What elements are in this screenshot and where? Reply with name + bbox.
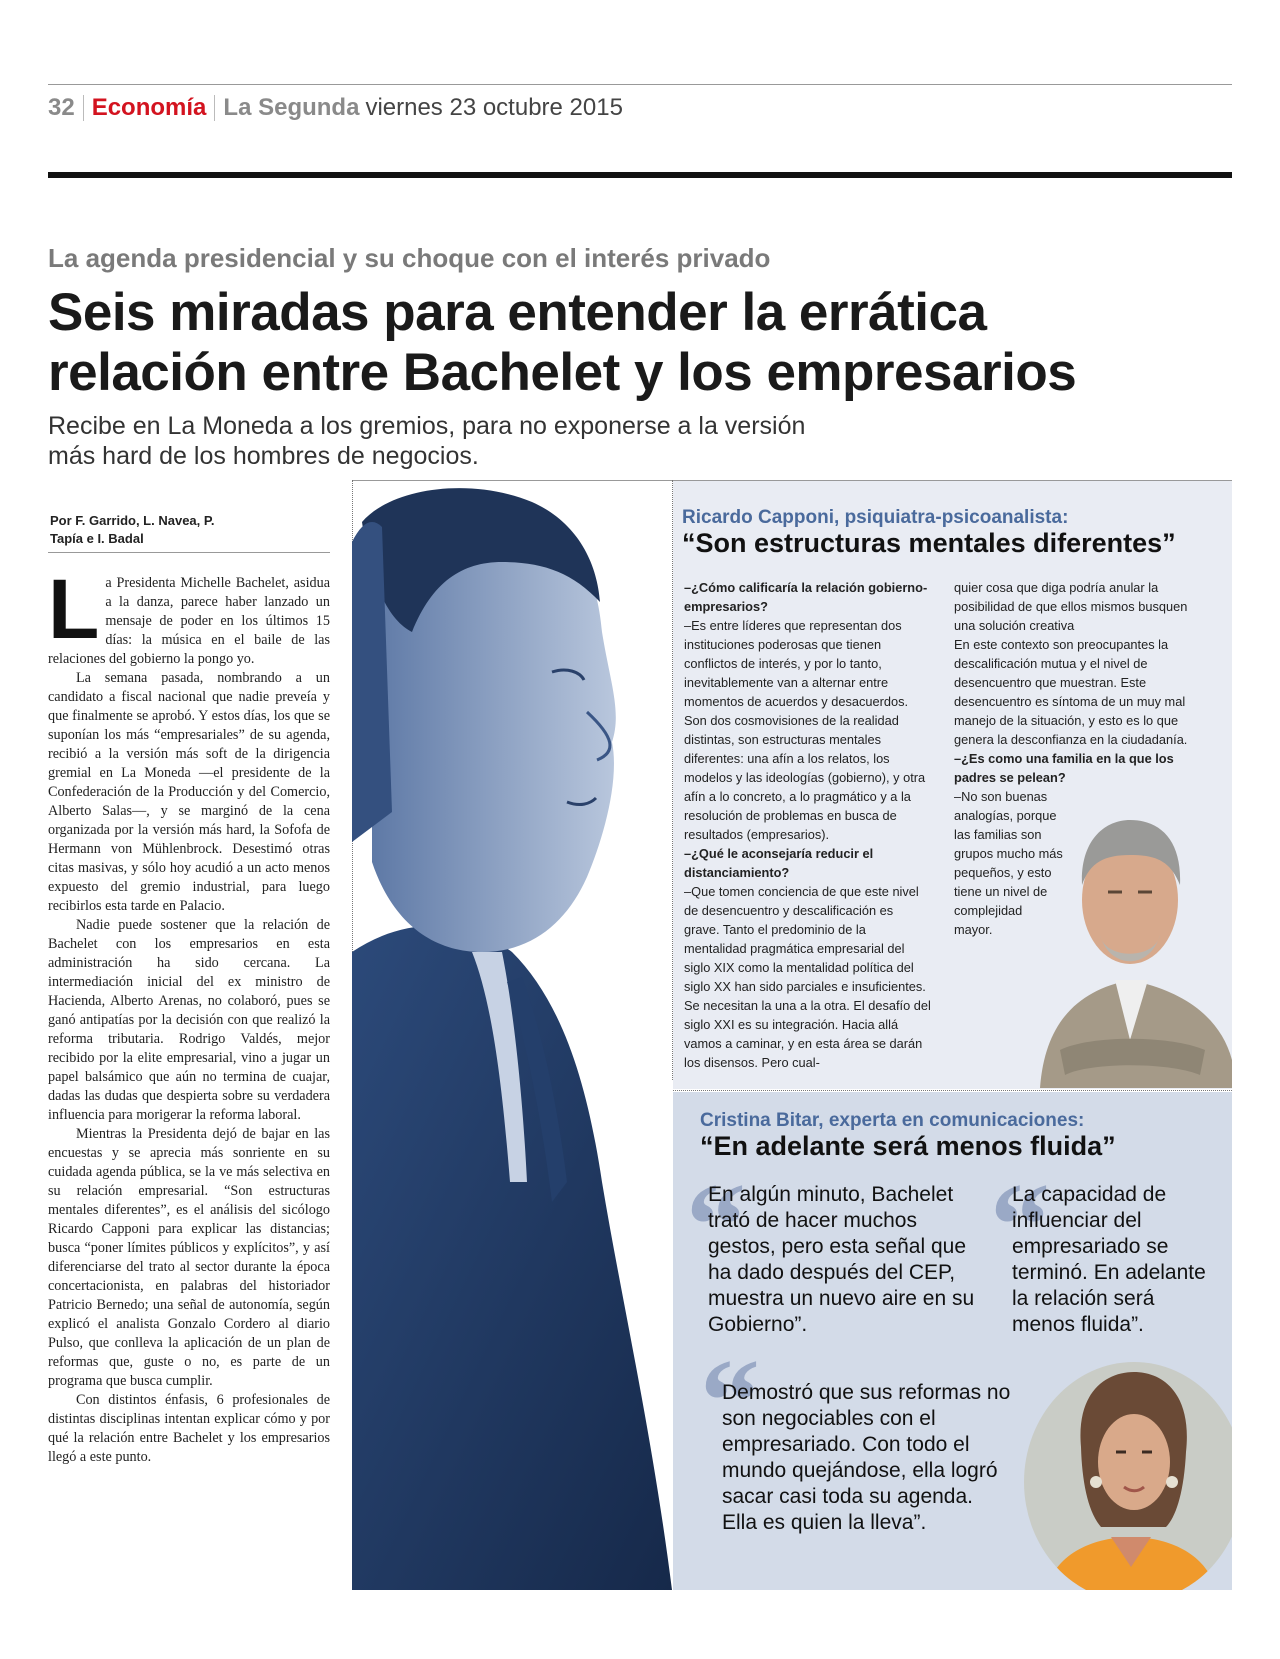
businessman-portrait-photo xyxy=(352,482,672,1590)
header-bar xyxy=(48,172,1232,178)
interviewee-name: Ricardo Capponi, psiquiatra-psicoanalista: xyxy=(682,507,1069,528)
interview-column xyxy=(684,578,932,1072)
article-headline xyxy=(48,283,1232,403)
body-paragraph: Con distintos énfasis, 6 profesionales de distintas disciplinas intentan explicar cómo y por qué la relación entre Bachelet y los empresarios llegó a este punto. xyxy=(48,1392,330,1465)
pull-quote: La capacidad de influenciar del empresariado se terminó. En adelante la relación será menos fluida”. xyxy=(1012,1183,1206,1336)
quote-mark-icon: “ xyxy=(990,1158,1050,1291)
section-name: Economía xyxy=(91,94,207,121)
article-kicker: La agenda presidencial y su choque con el interés privado xyxy=(48,243,771,273)
interview-answer: En este contexto son preocupantes la descalificación mutua y el nivel de desencuentro que muestran. Este desencuentro es síntoma de un muy mal manejo de la situación, y esto es lo que genera la desconfianza en la ciudadanía. xyxy=(954,637,1188,747)
body-paragraph: Nadie puede sostener que la relación de Bachelet con los empresarios en esta administración ha sido cercana. La intermediación inicial del ex ministro de Hacienda, Alberto Arenas, no colaboró, pues se ganó antipatías por la decisión con que realizó la reforma tributaria. Rodrigo Valdés, mejor recibido por la elite empresarial, vino a jugar un papel balsámico que aún no termina de cuajar, dadas las dudas que despierta sobre su verdadera influencia para morigerar la reforma laboral. xyxy=(48,917,330,1123)
page-number: 32 xyxy=(48,94,75,121)
deck-line: más hard de los hombres de negocios. xyxy=(48,442,479,470)
pull-quote: Demostró que sus reformas no son negociables con el empresariado. Con todo el mundo quejándose, ella logró sacar casi toda su agenda. Ella es quien la lleva”. xyxy=(722,1381,1011,1534)
interview-answer: –Que tomen conciencia de que este nivel de desencuentro y descalificación es grave. Tanto el predominio de la mentalidad pragmática empresarial del siglo XIX como la mentalidad política del siglo XX han sido parciales e insuficientes. Se necesitan la una a la otra. El desafío del siglo XXI es su integración. Hacia allá vamos a caminar, y en esta área se darán los disensos. Pero cual- xyxy=(684,884,931,1070)
headline-line: relación entre Bachelet y los empresarios xyxy=(48,343,1077,402)
byline-rule xyxy=(48,552,330,553)
quote-mark-icon: “ xyxy=(686,1158,746,1291)
deck-line: Recibe en La Moneda a los gremios, para no exponerse a la versión xyxy=(48,412,806,440)
body-paragraph: Mientras la Presidenta dejó de bajar en las encuestas y se aprecia más sonriente en su cuidada agenda pública, se la ve más selectiva en su relación empresarial. “Son estructuras mentales diferentes”, es el análisis del sicólogo Ricardo Capponi para explicar las distancias; busca “poner límites públicos y explícitos”, y así diferenciarse del trato al sector durante la época concertacionista, en palabras del historiador Patricio Bernedo; una señal de autonomía, según explicó el analista Gonzalo Cordero al diario Pulso, que conlleva la aplicación de un plan de reformas que, guste o no, es parte de un programa que busca cumplir. xyxy=(48,1126,330,1389)
interview-question: –¿Qué le aconsejaría reducir el distanciamiento? xyxy=(684,846,874,880)
byline xyxy=(50,512,330,548)
interview-question: –¿Cómo calificaría la relación gobierno-empresarios? xyxy=(684,580,928,614)
body-paragraph xyxy=(48,562,330,669)
masthead-divider xyxy=(214,95,215,121)
body-paragraph: La semana pasada, nombrando a un candidato a fiscal nacional que nadie preveía y que finalmente se aprobó. Y estos días, los que se suponían los más “empresariales” de su agenda, recibió a la versión más soft de la dirigencia gremial en La Moneda —el presidente de la Confederación de la Producción y del Comercio, Alberto Salas—, y se marginó de la cena organizada por la versión más hard, la Sofofa de Hermann von Mühlenbrock. Desestimó otras citas masivas, y sólo hoy acudió a un acto menos expuesto del gremio industrial, para luego recibirlos esta tarde en Palacio. xyxy=(48,670,330,914)
masthead xyxy=(48,90,623,126)
top-rule xyxy=(48,84,1232,85)
box-divider xyxy=(673,1090,1232,1091)
quote-mark-icon: “ xyxy=(700,1334,760,1467)
interviewee-name: Cristina Bitar, experta en comunicaciones: xyxy=(700,1110,1085,1131)
interview-answer: –No son buenas analogías, porque las familias son grupos mucho más pequeños, y esto tiene un nivel de complejidad mayor. xyxy=(954,789,1063,937)
publication-name: La Segunda xyxy=(223,94,360,121)
interview-question: –¿Es como una familia en la que los padres se pelean? xyxy=(954,751,1174,785)
byline-line: Por F. Garrido, L. Navea, P. xyxy=(50,513,215,528)
headline-line: Seis miradas para entender la errática xyxy=(48,283,987,342)
article-deck xyxy=(48,411,928,471)
interview-headline-quote: “Son estructuras mentales diferentes” xyxy=(682,528,1176,558)
interview-answer: –Es entre líderes que representan dos instituciones poderosas que tienen conflictos de interés, y por lo tanto, inevitablemente van a alternar entre momentos de acuerdos y desacuerdos. Son dos cosmovisiones de la realidad distintas, son estructuras mentales diferentes: una afín a los relatos, los modelos y las ideologías (gobierno), y otra afín a lo concreto, a lo pragmático y a la resolución de problemas en busca de resultados (empresarios). xyxy=(684,618,926,842)
drop-cap: L xyxy=(48,562,100,656)
interview-answer: quier cosa que diga podría anular la posibilidad de que ellos mismos busquen una solución creativa xyxy=(954,580,1188,633)
article-body xyxy=(48,562,330,1467)
paragraph-text: a Presidenta Michelle Bachelet, asidua a la danza, parece haber lanzado un mensaje de poder en los últimos 15 días: la música en el baile de las relaciones del gobierno la pongo yo. xyxy=(48,575,330,667)
bitar-portrait-photo xyxy=(1016,1352,1232,1590)
byline-line: Tapía e I. Badal xyxy=(50,531,144,546)
pull-quote: En algún minuto, Bachelet trató de hacer muchos gestos, pero esta señal que ha dado después del CEP, muestra un nuevo aire en su Gobierno”. xyxy=(708,1183,975,1336)
publication-date: viernes 23 octubre 2015 xyxy=(365,94,623,121)
masthead-divider xyxy=(83,95,84,121)
capponi-portrait-photo xyxy=(1030,800,1232,1088)
interview-headline-quote: “En adelante será menos fluida” xyxy=(700,1131,1116,1161)
